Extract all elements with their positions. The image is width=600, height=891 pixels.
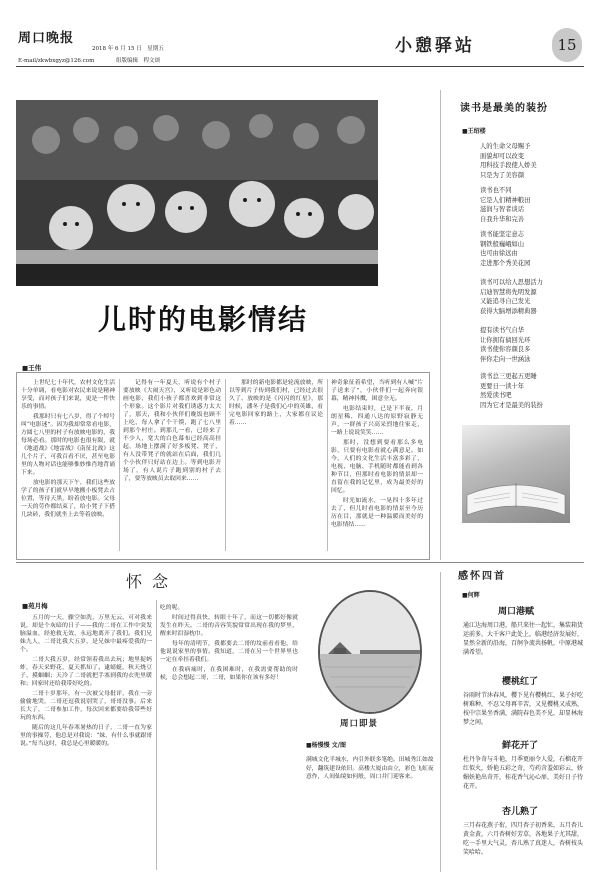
column-divider: [156, 600, 157, 870]
article-column-1: [21, 379, 115, 519]
memorial-paragraph: 吃的呢。: [160, 605, 184, 611]
memorial-paragraph: 随后的这几年春寒暑热的日子，二哥一直为家里的事操劳，他总是对我说：“妹，有什么事就跟哥说。”每当这时，我总是心里暖暖的。: [20, 725, 152, 747]
poem-3-title: 鲜花开了: [502, 741, 539, 751]
article-paragraph: 上世纪七十年代，农村文化生活十分单调，看电影对农民来说是精神享受，而对孩子们来说，更是一件快乐的事情。: [21, 380, 115, 410]
memorial-paragraph: 时间过得真快，转眼十年了，而这一切都好像就发生在昨天。二哥的音容笑貌常常出现在我的梦里，醒来时泪湿枕巾。: [160, 615, 298, 637]
memorial-paragraph: 五月的一天，骤空如洗，万里无云，可对我来说，却是个灰暗的日子——我的二哥在工作中突发脑溢血，经抢救无效，永远地离开了我们。我们兄妹九人，二哥比我大五岁，是兄妹中最疼爱我的一个。: [20, 615, 152, 653]
poem-line: 只是为了美容颜: [480, 171, 525, 179]
zhoukou-caption: 周口即景: [340, 719, 379, 729]
zhoukou-author: ■杨慢慢 文/图: [306, 742, 346, 749]
masthead-divider: [16, 66, 584, 67]
column-divider: [225, 379, 226, 551]
layout-editor: 组版编辑 程文颂: [116, 58, 161, 64]
poem-stanza: [480, 326, 530, 364]
poem-3-text: 杜丹争奇与斗艳，月季更丽令人爱，石榴花开红似火，娇艳五彩之奇，芍药含羞如彩云，娇媚妖艳出奇开，桂花香气沁心扉，美好日子待花开。: [463, 756, 584, 790]
poem-line: 它是人们精神粮田: [480, 196, 531, 204]
article-paragraph: 时光如流水，一晃四十多年过去了，但儿时看电影的情景至今历历在目，那就是一种温暖而美好的电影情结……: [331, 498, 423, 528]
column-divider: [119, 379, 120, 551]
issue-date: 2018 年 6 月 15 日 星期五: [92, 46, 164, 52]
article-paragraph: 神奇象征着希望，当听到有人喊“片子送来了”，小伙伴们一起奔向银幕，精神抖擞，困意全无。: [331, 380, 423, 402]
main-article-headline: 儿时的电影情结: [98, 303, 309, 336]
poem-line: 读书使你容颜良多: [480, 346, 531, 353]
sidebar-divider: [440, 572, 441, 872]
poem-line: 读书可以给人思想活力: [480, 279, 543, 286]
lake-pavilion-illustration: [320, 592, 420, 712]
poem-2-title: 樱桃红了: [502, 677, 539, 687]
poem-4-text: 三月春花燕子衔，四月杏子初香来，五月杏儿黄金黄，六月杏树好芳草，各地果子尤其甜，吃一手里大气灵，杏儿熟了真迷人，杏树枝头笑哈哈。: [463, 822, 584, 856]
article-column-4: [331, 379, 423, 529]
poem-line: 读书能坚定意志: [480, 231, 525, 238]
poem-line: 面貌却可以改变: [480, 152, 525, 160]
children-watching-photo: [16, 100, 378, 286]
memorial-column-1: [20, 614, 152, 748]
section-divider: [16, 562, 584, 563]
poem-line: 让你拥有倘回光环: [480, 336, 531, 344]
column-divider: [327, 379, 328, 551]
poem-stanza: [480, 142, 537, 180]
poem-line: 获得大脑增添精典器: [480, 307, 537, 315]
article-column-2: [123, 379, 221, 483]
poem-line: 用科技手段使人娇美: [480, 162, 537, 169]
book-illustration: [462, 425, 570, 523]
poem-line: 然爱读书吧: [480, 392, 512, 399]
memorial-author: ■苑月梅: [22, 602, 48, 610]
poem-4-title: 杏儿熟了: [502, 807, 539, 817]
memorial-title: 怀念: [126, 572, 179, 591]
main-article-byline: ■王伟: [22, 364, 42, 372]
article-paragraph: 我那时只有七八岁，得了个绰号叫“电影迷”。因为我却常常看电影，方圆七八里的村子有放映电影的，我每场必看。那时的电影也很有限，就《地道战》《地雷战》《南征北战》这几个片子，可我百看不厌，甚至电影里的人物对话也能够惟妙惟肖地背诵下来。: [21, 414, 115, 476]
contact-email: E-mail/zkwbxgyz@126.com: [18, 58, 95, 64]
newspaper-logo: 周口晚报: [18, 31, 75, 46]
poem-stanza: [480, 278, 543, 316]
poem-line: 更要日一读十年: [480, 382, 525, 390]
poem-line: 因为它才是最美的装扮: [480, 401, 543, 409]
poem-line: 钢铁般巍峨如山: [480, 240, 525, 248]
poem-line: 自我升华和完善: [480, 215, 525, 223]
poem-line: 又能追寻自己发光: [480, 298, 531, 305]
open-book-photo: [462, 425, 570, 523]
poem-author: ■王绍楼: [462, 128, 486, 135]
memorial-column-2: [160, 604, 298, 682]
poem-stanza: [480, 230, 530, 268]
zhoukou-scenery-photo: [318, 590, 422, 714]
poems-group-author: ■何辉: [462, 592, 480, 599]
memorial-paragraph: 二哥大我五岁，经常领着我出去玩；地里捉蚂蚱，春天采野花，夏天抓知了、逮蜻蜓，秋天烧豆子、摸蝈蝈；天冷了二哥就把手塞到我的衣兜里暖和；回家时还给我带好吃的。: [20, 657, 152, 687]
poem-stanza: [480, 372, 543, 410]
article-paragraph: 那时，没想到要看那么多电影，只要有电影看就心满意足。如今，人们的文化生活丰富多彩了，电视、电脑、手机随时都能看到各种节目，但那时看电影的情景却一直留在我的记忆里，成为最美好的回忆。: [331, 440, 423, 494]
main-article-body: [16, 372, 430, 560]
article-paragraph: 电影结束时，已是下半夜，月朗星稀，四通八达的原野寂静无声，一群孩子兴高采烈地往家走，一路上说说笑笑……: [331, 406, 423, 436]
page-number-badge: 15: [552, 28, 582, 62]
poem-line: 人的生命父母赐予: [480, 143, 531, 150]
poem-line: 也可由徐远由: [480, 250, 518, 257]
children-watching-illustration: [16, 100, 378, 286]
article-column-3: [229, 379, 323, 427]
poem-line: 读书总三更起五更睡: [480, 373, 537, 380]
article-paragraph: 记得有一年夏天，听说有个村子要放映《大闹天宫》，又听说是彩色动画电影，我们小孩子都喜欢到非常这个形象。这个影片对我们诱惑力太大了，那天，我和小伙伴们晚饭也顾不上吃，每人拿了个干馍，跑了七八里到那个村庄。到那儿一看，已经来了不少人，宽大的白色幕布已经高高挂起，场地上摆满了好多板凳、凳子，有人没带凳子的就站在后面，我们几个小伙伴只好站在边上。等到电影开场了，有人说片子跑到别的村子去了，要等放映员去取回来……: [123, 380, 221, 482]
poems-group-title: 感怀四首: [458, 571, 506, 582]
poem-line: 走进那个秀美花园: [480, 259, 531, 267]
poem-1-title: 周口港赋: [498, 607, 535, 617]
article-paragraph: 放电影的那天下午，我们这些放学了的孩子们就早早地搬小板凳去占位置，等待天黑，盼着放电影。父母一天的劳作都结束了，给小凳子下搭几块砖，我们就坐上去等着放映。: [21, 480, 115, 518]
poem-stanza: [480, 186, 530, 224]
zhoukou-poem: 满城文化半城水，内引外联多笔绝。田城秀江如故好，翻筑建设依旧。高楼大厦由由立，彩色飞虹夜意作，人间仙境如何般，周口并门迎客来。: [306, 757, 434, 780]
section-title: 小憩驿站: [395, 36, 475, 56]
poem-line: 提有读书气自华: [480, 327, 525, 334]
poem-1-text: 通江达海周口港，船只来往一起忙，集装箱货运前多，大千客户此处上，临港经济发展好，显然全新的沿海，百舸争流共扬帆，中原港城满希望。: [463, 622, 584, 656]
poem-line: 启迪智慧将先明发源: [480, 288, 537, 296]
poem-2-text: 谷雨时节沐春风，樱下见有樱桃红，果子好吃树难种，不忍父母再辛苦，又见樱桃又成熟，枝中宗果坐香满，满院春色美不见，却显林海梦之间。: [463, 692, 584, 726]
memorial-paragraph: 每年的清明节，我都要去二哥的坟前看看他，给他说说家里的事情。我知道，二哥在另一个世界里也一定在牵挂着我们。: [160, 641, 298, 663]
memorial-paragraph: 二哥十岁那年，有一次被父母批评，我在一旁偷偷地哭，二哥还逗我说别哭了，哥哥没事。后来长大了，二哥参加工作，每次回来都要给我带些好玩的东西。: [20, 691, 152, 721]
poem-line: 读书也不同: [480, 187, 512, 194]
article-paragraph: 那时的新电影都是轮流放映，所以等到片子传到我们村，已经过去很久了。放映的是《闪闪的红星》，那时候，潘冬子是我们心中的英雄，看完电影回家的路上，大家都在议论着……: [229, 380, 323, 426]
sidebar-divider: [440, 90, 441, 560]
poem-title: 读书是最美的装扮: [460, 103, 548, 114]
memorial-paragraph: 在我病痛时，在我困难时，在我需要帮助的时候，总会想起二哥，二哥，如果你在该有多好！: [160, 667, 298, 681]
poem-line: 伴你走向一世涵泳: [480, 355, 531, 363]
poem-line: 滋润与智者谈话: [480, 206, 525, 213]
